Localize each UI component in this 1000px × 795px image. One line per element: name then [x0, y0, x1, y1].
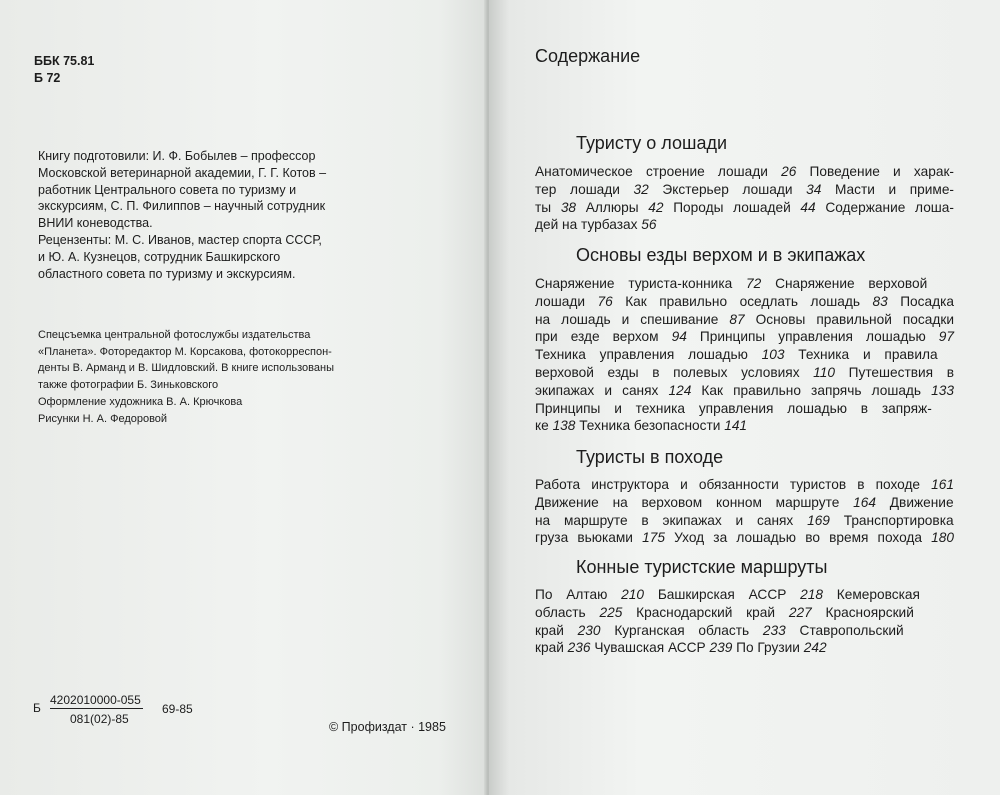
isbn-denominator: 081(02)-85: [70, 712, 129, 726]
page-number: 110: [813, 364, 835, 380]
section-title: Конные туристские маршруты: [576, 557, 828, 577]
toc-line: край 236 Чувашская АССР 239 По Грузии 242: [535, 640, 827, 656]
design-line: Оформление художника В. А. Крючкова: [38, 396, 243, 408]
page-number: 236: [567, 640, 591, 656]
isbn-numerator: 4202010000-055: [50, 693, 141, 707]
photo-line: Спецсъемка центральной фотослужбы издательства: [38, 329, 311, 341]
toc-line: лошади 76 Как правильно оседлать лошадь 83 Посадка: [535, 293, 954, 309]
page-number: 210: [621, 587, 645, 602]
credits-line: и Ю. А. Кузнецов, сотрудник Башкирского: [38, 249, 281, 264]
page-number: 94: [671, 329, 687, 345]
toc-line: Работа инструктора и обязанности туристов в походе 161: [535, 477, 954, 492]
credits-line: областного совета по туризму и экскурсиям.: [38, 266, 296, 281]
page-number: 175: [642, 530, 665, 546]
design-credits: [38, 394, 242, 427]
page-number: 76: [597, 293, 613, 309]
toc-line: По Алтаю 210 Башкирская АССР 218 Кемеровская: [535, 587, 920, 602]
toc-line: верховой езды в полевых условиях 110 Путешествия в: [535, 364, 954, 380]
page-number: 164: [853, 494, 876, 510]
toc-line: при езде верхом 94 Принципы управления лошадью 97: [535, 329, 955, 345]
toc-line: на лошадь и спешивание 87 Основы правильной посадки: [535, 311, 954, 327]
page-number: 83: [872, 293, 888, 309]
bbk-line: Б 72: [34, 71, 61, 85]
section-title: Туристу о лошади: [576, 133, 728, 153]
publisher-imprint: © Профиздат · 1985: [329, 720, 446, 734]
page-number: 32: [633, 181, 649, 197]
toc-line: на маршруте в экипажах и санях 169 Транспортировка: [535, 512, 954, 528]
toc-line: экипажах и санях 124 Как правильно запрячь лошадь 133: [535, 382, 954, 398]
section-entries: [535, 476, 954, 547]
page-number: 87: [729, 311, 745, 327]
bbk-line: ББК 75.81: [34, 54, 95, 68]
toc-line: Принципы и техника управления лошадью в запряж-: [535, 400, 932, 416]
credits-block: [38, 148, 326, 282]
toc-line: область 225 Краснодарский край 227 Красноярский: [535, 604, 914, 620]
page-number: 42: [648, 199, 664, 215]
credits-line: экскурсиям, С. П. Филиппов – научный сотрудник: [38, 199, 326, 214]
page-number: 161: [931, 477, 954, 492]
toc-line: груза вьюками 175 Уход за лошадью во время похода 180: [535, 530, 955, 546]
toc-line: дей на турбазах 56: [535, 217, 657, 233]
section-title: Туристы в походе: [576, 447, 724, 467]
page-number: 72: [746, 276, 762, 291]
toc-title: Содержание: [535, 46, 641, 66]
page-number: 242: [803, 640, 827, 656]
right-page: [489, 0, 1000, 795]
page-number: 239: [709, 640, 733, 656]
page-number: 34: [806, 181, 822, 197]
page-number: 225: [599, 604, 623, 620]
page-number: 124: [668, 382, 692, 398]
page-number: 26: [781, 164, 797, 179]
toc-line: край 230 Курганская область 233 Ставропольский: [535, 622, 904, 638]
toc-line: Снаряжение туриста-конника 72 Снаряжение верховой: [535, 276, 928, 291]
bbk-code: [34, 53, 94, 87]
page-number: 227: [788, 604, 812, 620]
credits-line: ВНИИ коневодства.: [38, 216, 153, 231]
page-number: 218: [800, 587, 823, 602]
toc-line: Техника управления лошадью 103 Техника и правила: [535, 347, 938, 363]
credits-line: Рецензенты: М. С. Иванов, мастер спорта СССР,: [38, 232, 322, 247]
photo-line: также фотографии Б. Зиньковского: [38, 378, 219, 391]
page-number: 169: [807, 512, 830, 528]
isbn-suffix: 69-85: [162, 702, 193, 716]
photo-line: «Планета». Фоторедактор М. Корсакова, фотокорреспон-: [38, 345, 332, 358]
section-title: Основы езды верхом и в экипажах: [576, 245, 866, 265]
page-number: 44: [800, 199, 816, 215]
page-number: 230: [577, 622, 601, 638]
section-entries: [535, 586, 920, 657]
toc-line: Движение на верховом конном маршруте 164 Движение: [535, 494, 954, 510]
page-number: 133: [931, 382, 954, 398]
photo-credits: [38, 327, 334, 393]
credits-line: Книгу подготовили: И. Ф. Бобылев – профессор: [38, 149, 316, 163]
page-number: 233: [762, 622, 786, 638]
page-number: 180: [931, 530, 955, 546]
photo-line: денты В. Арманд и В. Шидловский. В книге использованы: [38, 362, 334, 374]
page-number: 103: [761, 347, 785, 363]
credits-line: Московской ветеринарной академии, Г. Г. Котов –: [38, 165, 327, 180]
page-number: 138: [552, 418, 576, 434]
left-page: [0, 0, 487, 795]
isbn-letter: Б: [33, 701, 41, 715]
design-line: Рисунки Н. А. Федоровой: [38, 412, 168, 425]
section-entries: [535, 275, 954, 435]
section-entries: [535, 163, 954, 234]
toc-line: ты 38 Аллюры 42 Породы лошадей 44 Содержание лоша-: [535, 199, 954, 215]
toc-line: ке 138 Техника безопасности 141: [535, 418, 748, 434]
toc-line: Анатомическое строение лошади 26 Поведение и харак-: [535, 164, 954, 179]
toc-line: тер лошади 32 Экстерьер лошади 34 Масти и приме-: [535, 181, 954, 197]
page-number: 141: [724, 418, 748, 434]
page-number: 56: [641, 217, 657, 233]
page-number: 97: [938, 329, 955, 345]
page-number: 38: [560, 199, 577, 215]
credits-line: работник Центрального совета по туризму и: [38, 182, 297, 197]
